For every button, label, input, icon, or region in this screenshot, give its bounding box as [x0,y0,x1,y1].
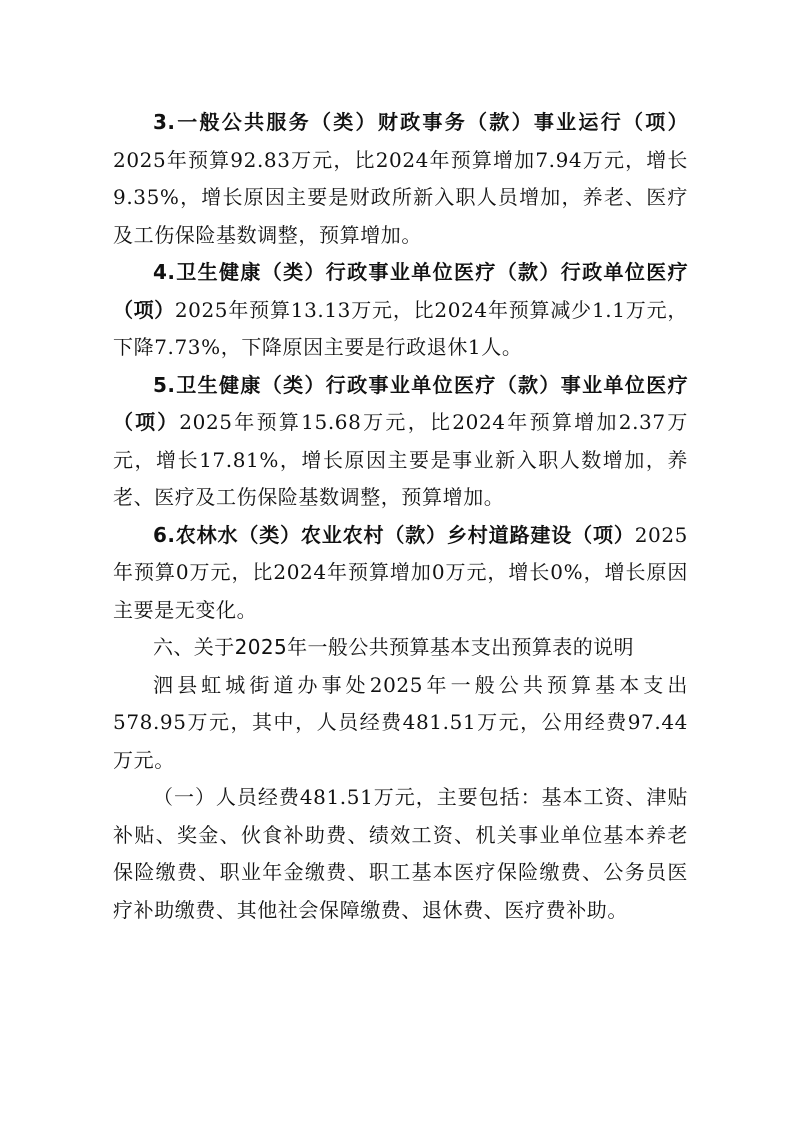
budget-item-text: 2025年预算13.13万元，比2024年预算减少1.1万元，下降7.73%，下降原因主要是行政退休1人。 [113,297,688,359]
budget-item-5 [113,367,688,517]
budget-item-6 [113,517,688,630]
budget-item-4 [113,254,688,367]
budget-item-text: 2025年预算0万元，比2024年预算增加0万元，增长0%，增长原因主要是无变化。 [113,522,688,622]
section-six-heading: 六、关于2025年一般公共预算基本支出预算表的说明 [153,635,634,659]
budget-item-title: 3.一般公共服务（类）财政事务（款）事业运行（项） [153,110,688,134]
budget-item-text: 2025年预算92.83万元，比2024年预算增加7.94万元，增长9.35%，增长原因主要是财政所新入职人员增加，养老、医疗及工伤保险基数调整，预算增加。 [113,147,688,247]
budget-item-text: 2025年预算15.68万元，比2024年预算增加2.37万元，增长17.81%，增长原因主要是事业新入职人数增加，养老、医疗及工伤保险基数调整，预算增加。 [113,410,688,509]
budget-item-title: 4.卫生健康（类）行政事业单位医疗（款）行政单位医疗（项） [113,260,688,322]
budget-item-3 [113,104,688,254]
budget-item-title: 5.卫生健康（类）行政事业单位医疗（款）事业单位医疗（项） [113,372,688,434]
budget-item-title: 6.农林水（类）农业农村（款）乡村道路建设（项） [153,522,635,547]
document-body [113,104,688,929]
personnel-expense-paragraph: （一）人员经费481.51万元，主要包括：基本工资、津贴补贴、奖金、伙食补助费、绩效工资、机关事业单位基本养老保险缴费、职业年金缴费、职工基本医疗保险缴费、公务员医疗补助缴费、其他社会保障缴费、退休费、医疗费补助。 [113,785,688,922]
section-six-summary: 泗县虹城街道办事处2025年一般公共预算基本支出578.95万元，其中，人员经费481.51万元，公用经费97.44万元。 [113,672,688,772]
